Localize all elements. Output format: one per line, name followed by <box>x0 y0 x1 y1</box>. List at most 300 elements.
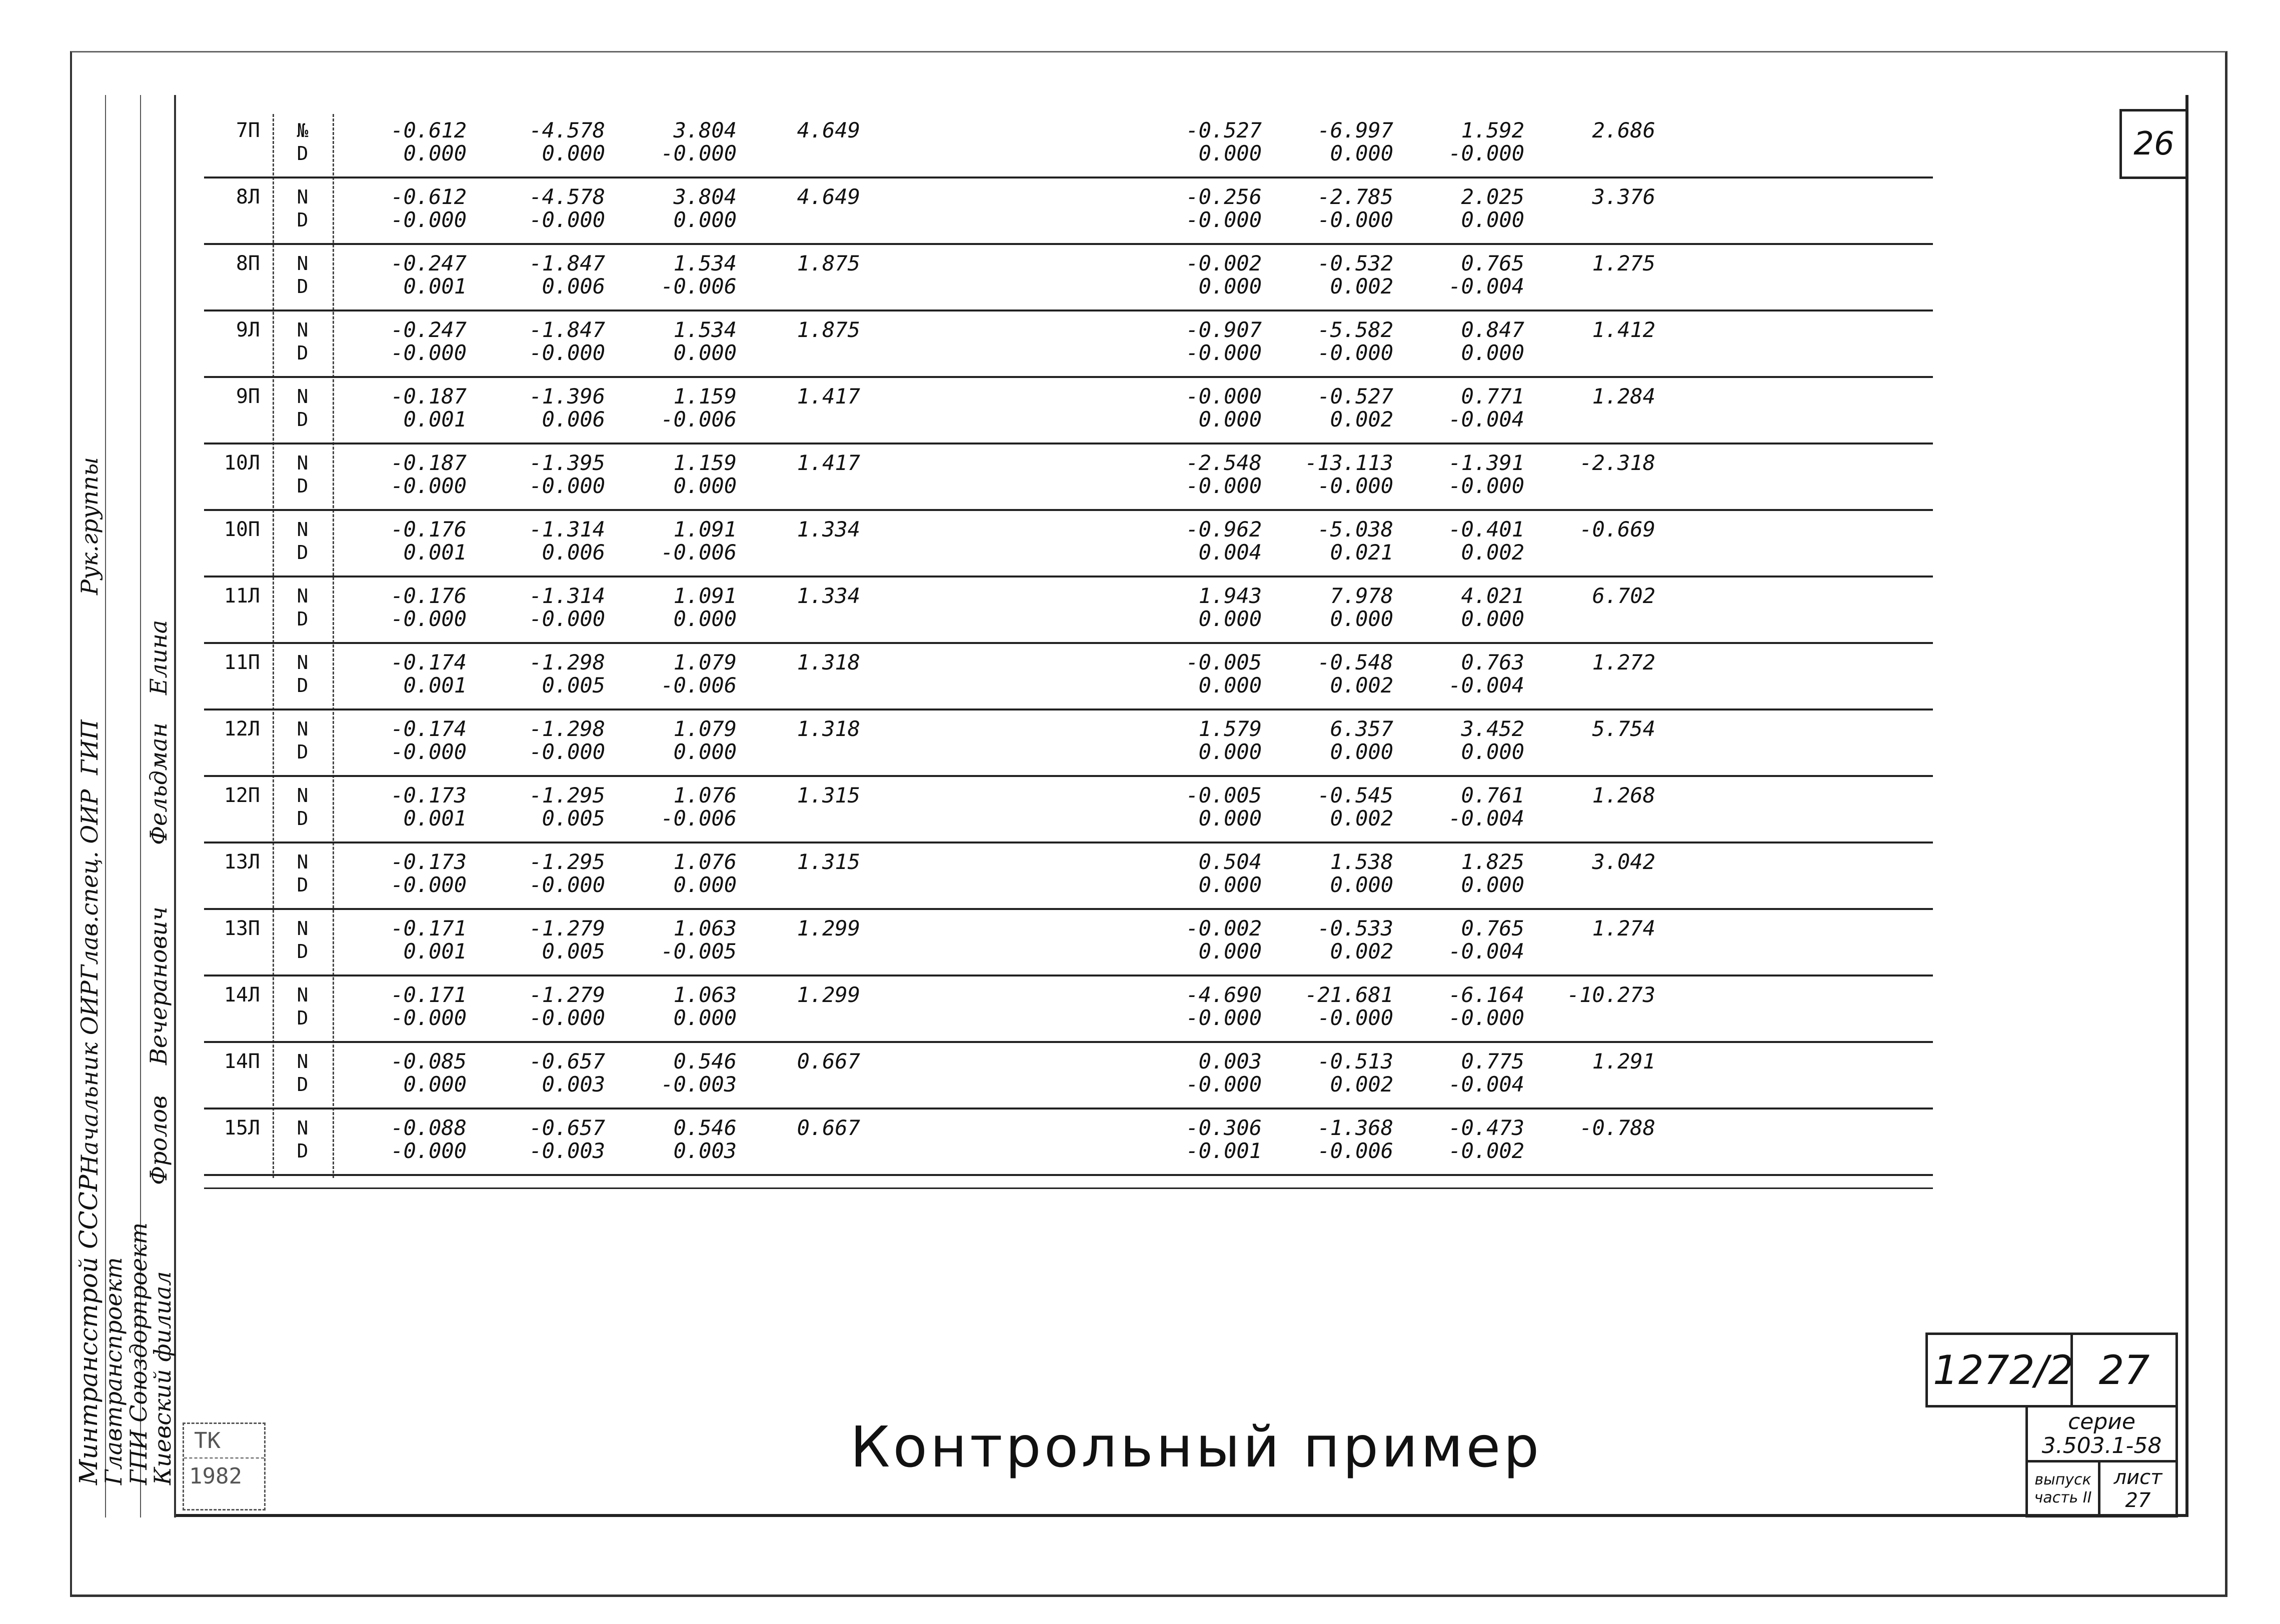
row-divider <box>204 310 1933 312</box>
left-d-value: 0.000 <box>542 141 605 166</box>
left-d-value: 0.000 <box>403 141 467 166</box>
stamp-name: Елина <box>145 620 172 695</box>
right-d-value: 0.000 <box>1198 407 1262 432</box>
stamp-organization: Минтрансстрой СССР <box>74 1174 103 1485</box>
stamp-role: Начальник ОИР <box>76 980 103 1175</box>
row-n-key: N <box>297 652 309 674</box>
right-d-value: 0.002 <box>1330 673 1393 698</box>
right-n-value: 0.504 <box>1198 850 1262 874</box>
left-n-value: 1.315 <box>797 850 860 874</box>
left-d-value: -0.000 <box>529 340 605 365</box>
left-n-value: 1.159 <box>673 450 737 475</box>
row-label: 9Л <box>236 318 260 342</box>
left-n-value: 0.667 <box>797 1049 860 1074</box>
row-d-key: D <box>297 542 309 564</box>
row-divider <box>204 1174 1933 1176</box>
sheet-corner-number: 26 <box>2119 109 2188 179</box>
right-d-value: 0.002 <box>1330 806 1393 830</box>
right-n-value: 2.686 <box>1592 118 1655 142</box>
left-d-value: -0.000 <box>529 208 605 232</box>
right-n-value: 3.042 <box>1592 850 1655 874</box>
left-n-value: -0.612 <box>391 118 467 142</box>
row-d-key: D <box>297 276 309 298</box>
left-n-value: 1.091 <box>673 517 737 542</box>
left-n-value: -1.295 <box>529 850 605 874</box>
left-d-value: 0.001 <box>403 407 467 432</box>
row-label: 12П <box>224 784 260 807</box>
row-label: 8Л <box>236 186 260 208</box>
right-d-value: 0.000 <box>1330 740 1393 764</box>
right-n-value: 0.765 <box>1461 916 1524 940</box>
right-d-value: 0.000 <box>1198 606 1262 631</box>
left-n-value: -1.298 <box>529 650 605 674</box>
right-d-value: -0.004 <box>1448 673 1524 698</box>
row-label: 12Л <box>224 718 260 740</box>
right-n-value: 1.274 <box>1592 916 1655 940</box>
right-d-value: -0.000 <box>1186 208 1262 232</box>
left-n-value: 1.318 <box>797 716 860 741</box>
left-d-value: 0.000 <box>673 606 737 631</box>
right-n-value: 1.284 <box>1592 384 1655 408</box>
series-label: серие <box>2068 1408 2135 1434</box>
left-d-value: 0.001 <box>403 274 467 298</box>
row-label: 7П <box>236 119 260 142</box>
right-d-value: -0.000 <box>1317 340 1393 365</box>
row-divider <box>204 708 1933 710</box>
page-title: Контрольный пример <box>850 1415 1542 1480</box>
row-label: 15Л <box>224 1116 260 1140</box>
right-d-value: -0.002 <box>1448 1138 1524 1163</box>
right-n-value: -1.391 <box>1448 450 1524 475</box>
right-n-value: -0.005 <box>1186 783 1262 808</box>
right-n-value: -10.273 <box>1566 982 1655 1007</box>
row-n-key: N <box>297 784 309 806</box>
left-n-value: 0.667 <box>797 1116 860 1140</box>
right-n-value: -2.318 <box>1579 450 1655 475</box>
right-n-value: -21.681 <box>1304 982 1393 1007</box>
row-label: 10Л <box>224 452 260 474</box>
right-d-value: 0.000 <box>1330 141 1393 166</box>
left-n-value: -1.396 <box>529 384 605 408</box>
left-n-value: -0.088 <box>391 1116 467 1140</box>
right-d-value: 0.002 <box>1330 407 1393 432</box>
right-d-value: 0.021 <box>1330 540 1393 564</box>
sheet-box <box>2098 1460 2178 1518</box>
right-n-value: 1.291 <box>1592 1049 1655 1074</box>
row-divider <box>204 442 1933 444</box>
row-n-key: N <box>297 1050 309 1072</box>
left-d-value: 0.000 <box>673 208 737 232</box>
left-d-value: -0.006 <box>661 407 737 432</box>
row-divider <box>204 974 1933 976</box>
row-label: 8П <box>236 252 260 275</box>
right-n-value: 1.412 <box>1592 318 1655 342</box>
left-n-value: 1.534 <box>673 251 737 276</box>
sheet-label: лист <box>2113 1466 2162 1489</box>
right-d-value: -0.000 <box>1317 1006 1393 1030</box>
right-n-value: -0.669 <box>1579 517 1655 542</box>
row-d-key: D <box>297 674 309 696</box>
left-d-value: 0.000 <box>673 340 737 365</box>
row-label: 11Л <box>224 584 260 608</box>
left-d-value: 0.006 <box>542 407 605 432</box>
right-d-value: 0.000 <box>1198 806 1262 830</box>
left-d-value: 0.005 <box>542 806 605 830</box>
right-n-value: 4.021 <box>1461 584 1524 608</box>
left-d-value: -0.003 <box>661 1072 737 1096</box>
left-d-value: -0.006 <box>661 673 737 698</box>
left-d-value: -0.000 <box>391 872 467 897</box>
row-n-key: N <box>297 518 309 540</box>
row-n-key: N <box>297 851 309 873</box>
left-n-value: 1.299 <box>797 982 860 1007</box>
left-n-value: -1.314 <box>529 584 605 608</box>
right-d-value: -0.004 <box>1448 274 1524 298</box>
left-d-value: 0.005 <box>542 939 605 964</box>
right-d-value: -0.004 <box>1448 806 1524 830</box>
right-n-value: -0.548 <box>1317 650 1393 674</box>
left-d-value: 0.001 <box>403 540 467 564</box>
right-d-value: -0.000 <box>1317 474 1393 498</box>
left-n-value: -1.279 <box>529 916 605 940</box>
right-d-value: -0.000 <box>1317 208 1393 232</box>
row-divider <box>204 842 1933 844</box>
left-d-value: -0.005 <box>661 939 737 964</box>
stamp-organization: Главтранспроект <box>100 1257 127 1485</box>
row-n-key: N <box>297 585 309 607</box>
left-n-value: -0.247 <box>391 318 467 342</box>
stamp-role: Глав.спец. ОИР <box>76 789 103 980</box>
right-d-value: 0.000 <box>1330 606 1393 631</box>
right-n-value: 7.978 <box>1330 584 1393 608</box>
left-n-value: 0.546 <box>673 1116 737 1140</box>
left-n-value: 1.534 <box>673 318 737 342</box>
left-d-value: 0.000 <box>403 1072 467 1096</box>
right-n-value: 0.761 <box>1461 783 1524 808</box>
left-d-value: -0.000 <box>529 474 605 498</box>
row-n-key: № <box>297 120 309 142</box>
right-d-value: -0.006 <box>1317 1138 1393 1163</box>
row-d-key: D <box>297 874 309 896</box>
issue-box <box>2025 1460 2100 1518</box>
left-n-value: 1.091 <box>673 584 737 608</box>
row-d-key: D <box>297 741 309 763</box>
row-divider <box>204 176 1933 178</box>
right-d-value: 0.000 <box>1198 274 1262 298</box>
stamp-organization: Киевский филиал <box>149 1271 176 1485</box>
stamp-name: Вечеранович <box>145 906 172 1065</box>
right-d-value: -0.000 <box>1186 340 1262 365</box>
right-n-value: 1.592 <box>1461 118 1524 142</box>
tk-label: ТК <box>194 1428 221 1454</box>
right-n-value: -0.788 <box>1579 1116 1655 1140</box>
left-n-value: -0.171 <box>391 916 467 940</box>
right-d-value: -0.004 <box>1448 407 1524 432</box>
left-n-value: 1.076 <box>673 783 737 808</box>
right-n-value: -0.306 <box>1186 1116 1262 1140</box>
left-n-value: 4.649 <box>797 184 860 209</box>
left-n-value: 0.546 <box>673 1049 737 1074</box>
right-d-value: 0.000 <box>1461 340 1524 365</box>
right-d-value: -0.004 <box>1448 1072 1524 1096</box>
right-d-value: 0.000 <box>1461 740 1524 764</box>
left-d-value: -0.000 <box>661 141 737 166</box>
row-d-key: D <box>297 808 309 830</box>
right-d-value: 0.000 <box>1461 872 1524 897</box>
left-n-value: -0.187 <box>391 450 467 475</box>
right-d-value: 0.000 <box>1198 872 1262 897</box>
right-n-value: 0.775 <box>1461 1049 1524 1074</box>
left-n-value: -0.612 <box>391 184 467 209</box>
right-n-value: 0.003 <box>1198 1049 1262 1074</box>
approval-stamp <box>70 95 176 1518</box>
right-n-value: -0.401 <box>1448 517 1524 542</box>
row-d-key: D <box>297 608 309 630</box>
right-d-value: 0.000 <box>1461 606 1524 631</box>
row-divider <box>204 376 1933 378</box>
right-n-value: 0.763 <box>1461 650 1524 674</box>
row-n-key: N <box>297 186 309 208</box>
left-d-value: -0.003 <box>529 1138 605 1163</box>
table-bottom-divider <box>204 1188 1933 1189</box>
row-n-key: N <box>297 718 309 740</box>
right-n-value: 1.275 <box>1592 251 1655 276</box>
right-n-value: -1.368 <box>1317 1116 1393 1140</box>
right-n-value: -0.527 <box>1186 118 1262 142</box>
left-n-value: 1.063 <box>673 982 737 1007</box>
row-divider <box>204 576 1933 578</box>
row-label: 13Л <box>224 850 260 874</box>
left-n-value: 1.318 <box>797 650 860 674</box>
right-n-value: -6.164 <box>1448 982 1524 1007</box>
right-d-value: 0.000 <box>1198 740 1262 764</box>
right-d-value: 0.002 <box>1330 939 1393 964</box>
row-d-key: D <box>297 1140 309 1162</box>
row-label: 11П <box>224 651 260 674</box>
stamp-name: Фельдман <box>145 722 172 845</box>
left-d-value: 0.000 <box>673 740 737 764</box>
right-n-value: -2.548 <box>1186 450 1262 475</box>
right-d-value: -0.001 <box>1186 1138 1262 1163</box>
right-n-value: -13.113 <box>1304 450 1393 475</box>
row-n-key: N <box>297 252 309 274</box>
left-d-value: -0.000 <box>529 606 605 631</box>
right-d-value: 0.002 <box>1461 540 1524 564</box>
right-d-value: -0.004 <box>1448 939 1524 964</box>
right-n-value: 5.754 <box>1592 716 1655 741</box>
right-n-value: -0.907 <box>1186 318 1262 342</box>
left-d-value: 0.006 <box>542 540 605 564</box>
left-d-value: 0.000 <box>673 872 737 897</box>
right-d-value: 0.000 <box>1461 208 1524 232</box>
left-n-value: 1.334 <box>797 517 860 542</box>
left-n-value: -1.847 <box>529 318 605 342</box>
row-label: 14Л <box>224 984 260 1006</box>
right-n-value: -0.545 <box>1317 783 1393 808</box>
left-d-value: -0.006 <box>661 806 737 830</box>
row-n-key: N <box>297 452 309 474</box>
row-d-key: D <box>297 209 309 231</box>
right-n-value: -0.256 <box>1186 184 1262 209</box>
right-n-value: -0.002 <box>1186 916 1262 940</box>
left-d-value: 0.006 <box>542 274 605 298</box>
row-divider <box>204 509 1933 511</box>
right-n-value: -0.513 <box>1317 1049 1393 1074</box>
right-n-value: 2.025 <box>1461 184 1524 209</box>
right-n-value: 1.268 <box>1592 783 1655 808</box>
left-n-value: -4.578 <box>529 118 605 142</box>
left-n-value: -1.314 <box>529 517 605 542</box>
left-d-value: -0.000 <box>529 1006 605 1030</box>
right-n-value: 0.847 <box>1461 318 1524 342</box>
row-label: 9П <box>236 385 260 408</box>
right-n-value: -0.527 <box>1317 384 1393 408</box>
left-n-value: -1.298 <box>529 716 605 741</box>
right-n-value: 1.272 <box>1592 650 1655 674</box>
left-n-value: -0.173 <box>391 850 467 874</box>
left-n-value: -0.173 <box>391 783 467 808</box>
right-d-value: -0.000 <box>1186 474 1262 498</box>
row-d-key: D <box>297 475 309 497</box>
left-d-value: -0.000 <box>529 872 605 897</box>
left-d-value: -0.000 <box>391 208 467 232</box>
row-d-key: D <box>297 408 309 430</box>
left-d-value: 0.003 <box>673 1138 737 1163</box>
right-d-value: 0.000 <box>1198 939 1262 964</box>
left-n-value: 1.299 <box>797 916 860 940</box>
right-n-value: 0.771 <box>1461 384 1524 408</box>
right-d-value: 0.004 <box>1198 540 1262 564</box>
stamp-organization: ГПИ Союздорпроект <box>125 1222 152 1485</box>
right-n-value: -2.785 <box>1317 184 1393 209</box>
left-d-value: -0.000 <box>391 1006 467 1030</box>
left-n-value: 1.315 <box>797 783 860 808</box>
left-n-value: 1.875 <box>797 251 860 276</box>
right-d-value: 0.002 <box>1330 274 1393 298</box>
row-divider <box>204 1041 1933 1043</box>
right-d-value: -0.000 <box>1448 474 1524 498</box>
left-n-value: 1.076 <box>673 850 737 874</box>
right-n-value: 0.765 <box>1461 251 1524 276</box>
doc-number: 1272/2 <box>1925 1332 2073 1408</box>
left-d-value: -0.006 <box>661 540 737 564</box>
left-n-value: -0.176 <box>391 584 467 608</box>
left-n-value: 1.159 <box>673 384 737 408</box>
row-divider <box>204 642 1933 644</box>
left-n-value: 1.334 <box>797 584 860 608</box>
row-n-key: N <box>297 319 309 341</box>
right-n-value: 1.825 <box>1461 850 1524 874</box>
left-d-value: 0.003 <box>542 1072 605 1096</box>
part-label: часть II <box>2034 1488 2092 1506</box>
row-divider <box>204 243 1933 245</box>
left-d-value: -0.006 <box>661 274 737 298</box>
right-n-value: 6.702 <box>1592 584 1655 608</box>
left-n-value: -0.174 <box>391 650 467 674</box>
series-value: 3.503.1-58 <box>2041 1432 2162 1458</box>
row-d-key: D <box>297 342 309 364</box>
stamp-role: ГИП <box>76 720 103 775</box>
row-divider <box>204 775 1933 777</box>
series-box <box>2025 1405 2178 1462</box>
right-d-value: 0.000 <box>1330 872 1393 897</box>
label-column-divider <box>273 114 274 1178</box>
right-d-value: -0.000 <box>1186 1006 1262 1030</box>
left-n-value: 3.804 <box>673 184 737 209</box>
right-n-value: 6.357 <box>1330 716 1393 741</box>
page-number: 27 <box>2070 1332 2178 1408</box>
row-d-key: D <box>297 940 309 962</box>
row-n-key: N <box>297 1117 309 1139</box>
left-n-value: 1.417 <box>797 450 860 475</box>
right-d-value: 0.000 <box>1198 141 1262 166</box>
right-d-value: -0.000 <box>1448 1006 1524 1030</box>
left-n-value: -1.847 <box>529 251 605 276</box>
left-n-value: 1.417 <box>797 384 860 408</box>
left-n-value: -0.657 <box>529 1049 605 1074</box>
row-divider <box>204 1108 1933 1110</box>
right-n-value: -4.690 <box>1186 982 1262 1007</box>
right-d-value: -0.000 <box>1448 141 1524 166</box>
left-n-value: 4.649 <box>797 118 860 142</box>
right-d-value: 0.000 <box>1198 673 1262 698</box>
row-d-key: D <box>297 142 309 164</box>
left-n-value: 1.875 <box>797 318 860 342</box>
left-n-value: -0.187 <box>391 384 467 408</box>
right-n-value: 1.579 <box>1198 716 1262 741</box>
right-n-value: 3.376 <box>1592 184 1655 209</box>
right-d-value: 0.002 <box>1330 1072 1393 1096</box>
left-d-value: 0.001 <box>403 673 467 698</box>
left-d-value: 0.001 <box>403 939 467 964</box>
left-d-value: -0.000 <box>391 740 467 764</box>
left-n-value: -0.174 <box>391 716 467 741</box>
right-n-value: -0.533 <box>1317 916 1393 940</box>
left-d-value: 0.000 <box>673 474 737 498</box>
row-n-key: N <box>297 984 309 1006</box>
row-label: 10П <box>224 518 260 541</box>
right-n-value: 1.943 <box>1198 584 1262 608</box>
right-n-value: 1.538 <box>1330 850 1393 874</box>
left-n-value: -1.295 <box>529 783 605 808</box>
sheet-value: 27 <box>2125 1488 2151 1512</box>
left-n-value: 1.079 <box>673 716 737 741</box>
left-d-value: -0.000 <box>391 340 467 365</box>
left-d-value: -0.000 <box>391 606 467 631</box>
left-d-value: 0.000 <box>673 1006 737 1030</box>
left-n-value: -0.085 <box>391 1049 467 1074</box>
left-n-value: -1.395 <box>529 450 605 475</box>
right-n-value: -6.997 <box>1317 118 1393 142</box>
tk-box <box>183 1422 266 1510</box>
right-n-value: -0.000 <box>1186 384 1262 408</box>
right-n-value: -0.962 <box>1186 517 1262 542</box>
right-n-value: -5.038 <box>1317 517 1393 542</box>
left-d-value: -0.000 <box>529 740 605 764</box>
row-divider <box>204 908 1933 910</box>
right-d-value: -0.000 <box>1186 1072 1262 1096</box>
left-n-value: 1.079 <box>673 650 737 674</box>
row-d-key: D <box>297 1007 309 1029</box>
left-n-value: -1.279 <box>529 982 605 1007</box>
left-n-value: -0.176 <box>391 517 467 542</box>
left-n-value: -0.657 <box>529 1116 605 1140</box>
stamp-name: Фролов <box>145 1095 172 1185</box>
right-n-value: -0.473 <box>1448 1116 1524 1140</box>
row-n-key: N <box>297 918 309 940</box>
issue-label: выпуск <box>2034 1470 2091 1488</box>
left-d-value: 0.001 <box>403 806 467 830</box>
